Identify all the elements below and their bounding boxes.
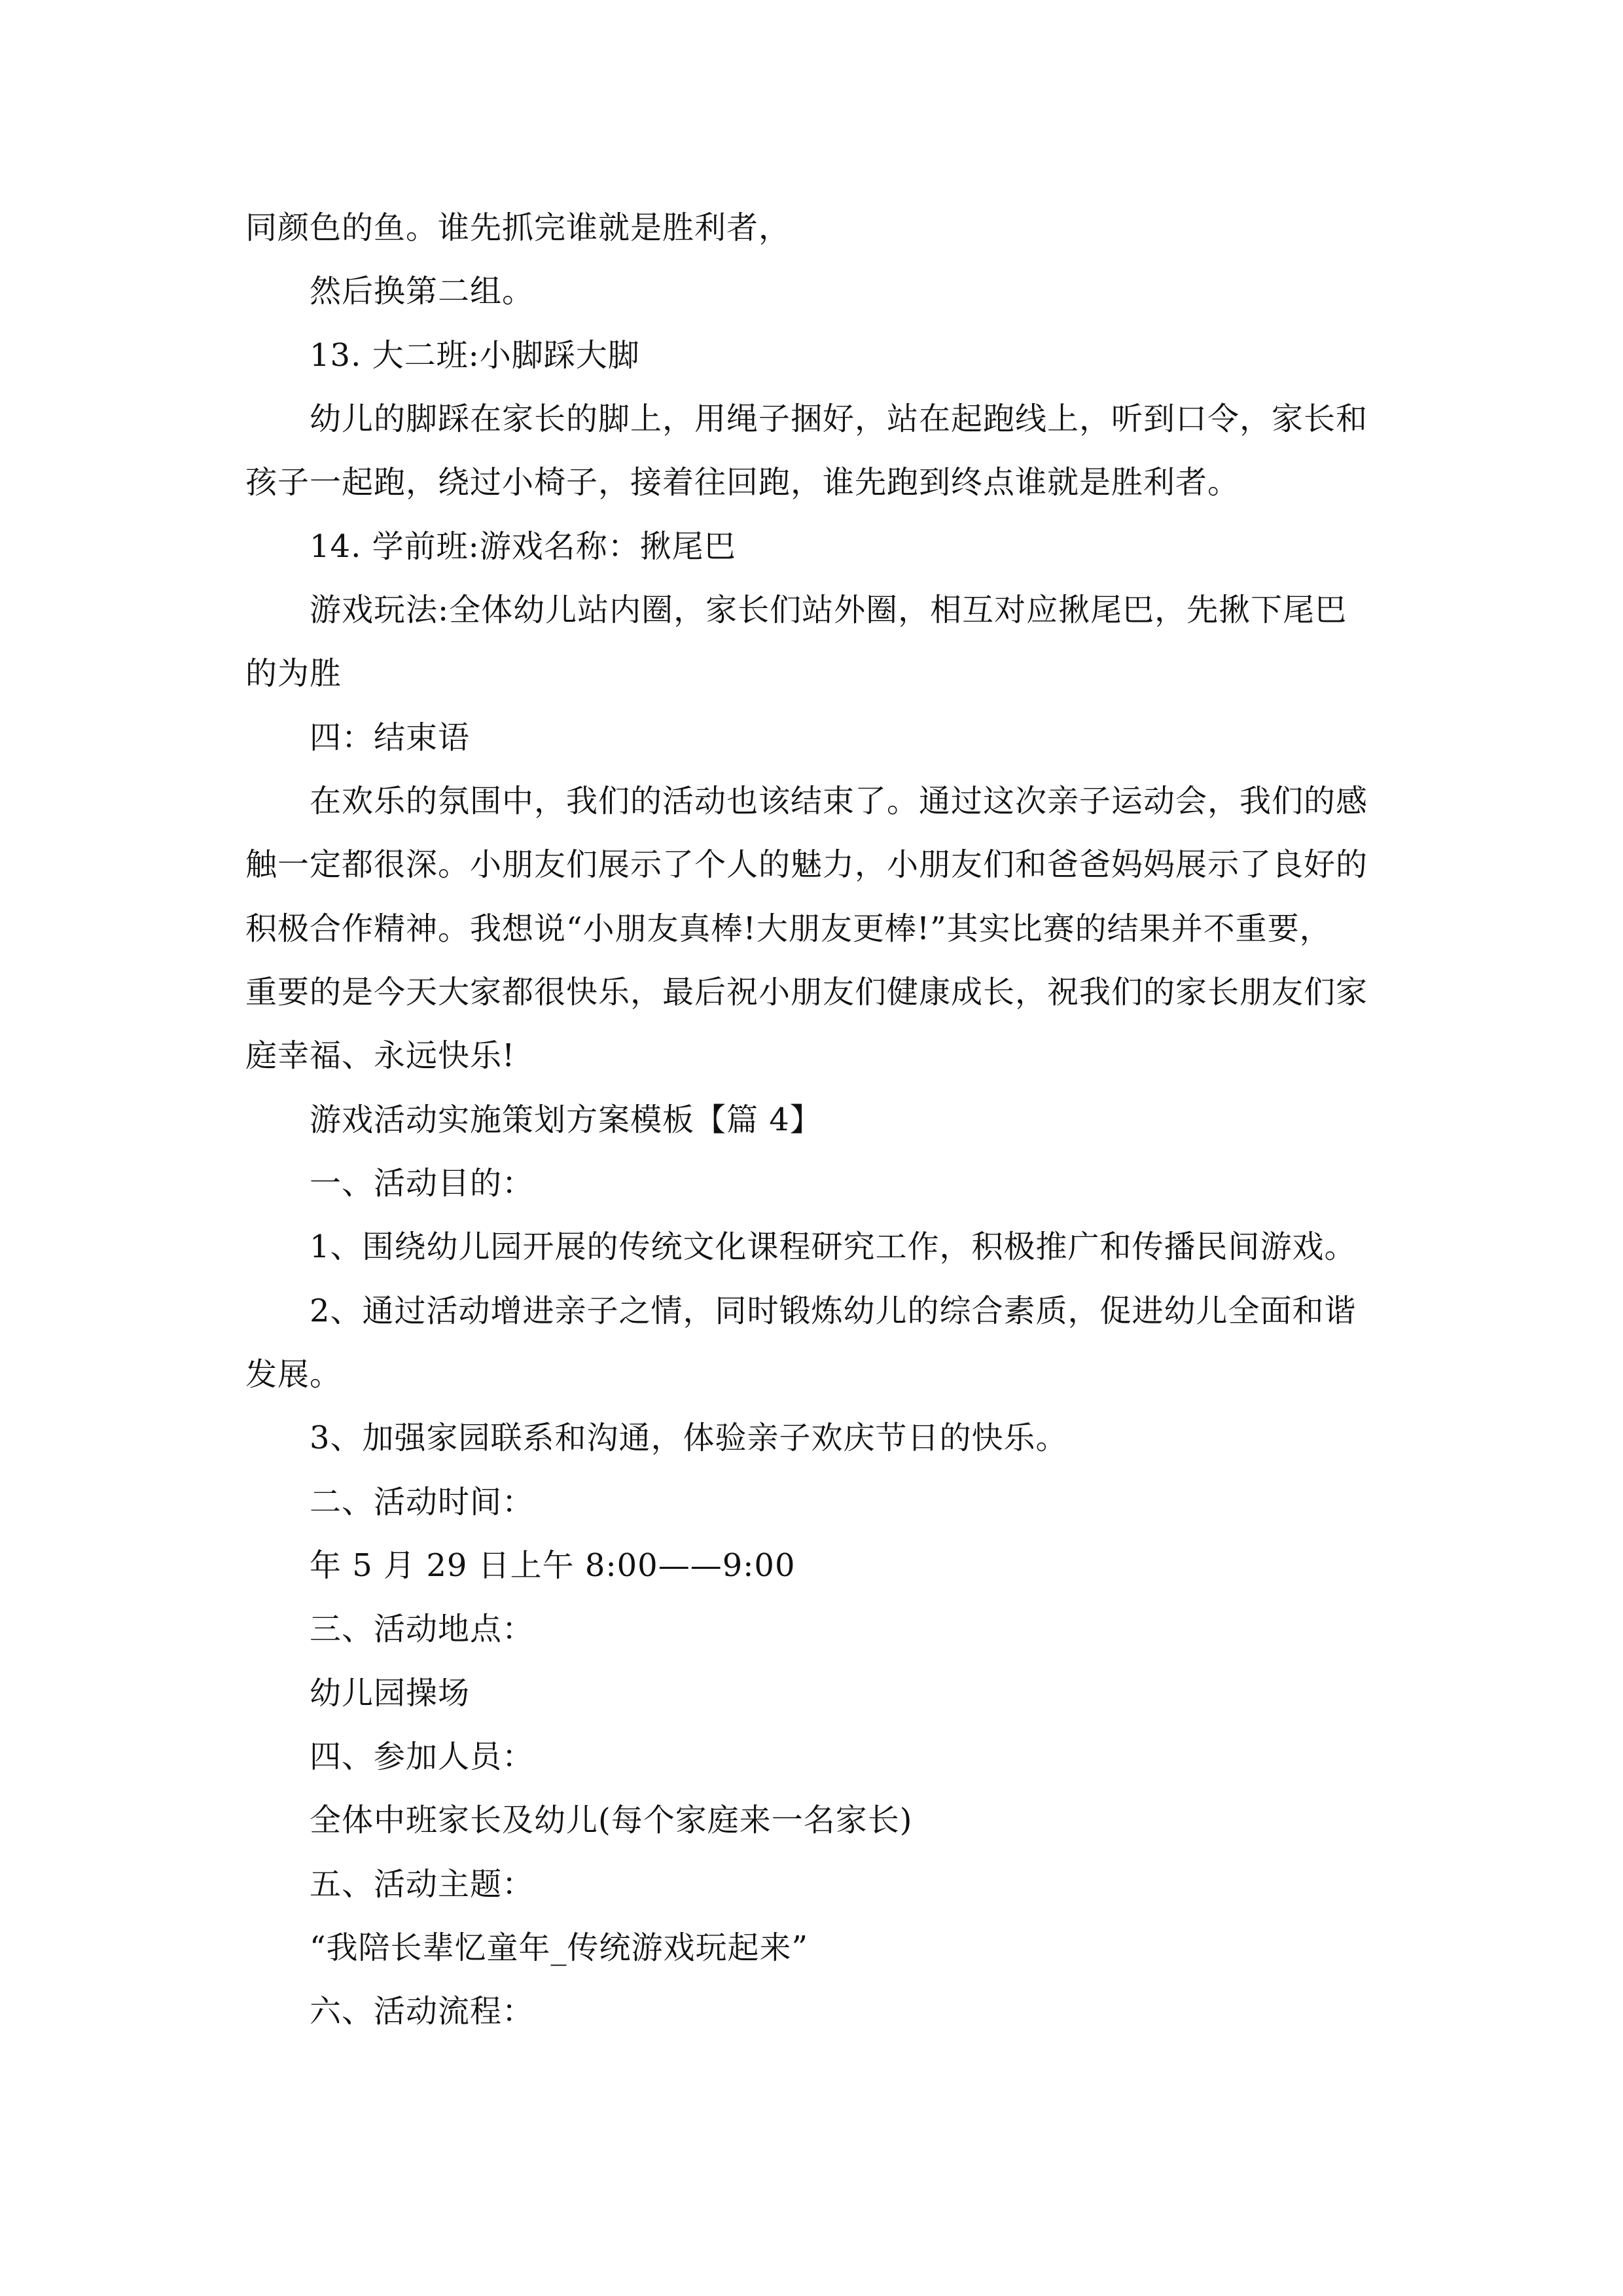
- text-line: 积极合作精神。我想说“小朋友真棒!大朋友更棒!”其实比赛的结果并不重要，: [245, 910, 1332, 947]
- section-heading: 游戏活动实施策划方案模板【篇 4】: [310, 1102, 822, 1138]
- text-line: 触一定都很深。小朋友们展示了个人的魅力，小朋友们和爸爸妈妈展示了良好的: [245, 846, 1368, 883]
- list-item: 1、围绕幼儿园开展的传统文化课程研究工作，积极推广和传播民间游戏。: [310, 1229, 1357, 1265]
- text-line: 发展。: [245, 1356, 342, 1393]
- list-item: 13. 大二班:小脚踩大脚: [310, 337, 640, 374]
- text-line: 的为胜: [245, 655, 342, 692]
- text-line: 在欢乐的氛围中，我们的活动也该结束了。通过这次亲子运动会，我们的感: [310, 783, 1368, 819]
- text-line: 年 5 月 29 日上午 8:00——9:00: [310, 1547, 796, 1584]
- text-line: 全体中班家长及幼儿(每个家庭来一名家长): [310, 1802, 913, 1839]
- section-heading: 四、参加人员：: [310, 1738, 535, 1775]
- section-heading: 三、活动地点：: [310, 1611, 535, 1647]
- text-line: 幼儿的脚踩在家长的脚上，用绳子捆好，站在起跑线上，听到口令，家长和: [310, 401, 1368, 437]
- text-line: 庭幸福、永远快乐!: [245, 1037, 516, 1074]
- text-line: 孩子一起跑，绕过小椅子，接着往回跑，谁先跑到终点谁就是胜利者。: [245, 464, 1240, 501]
- text-line: 同颜色的鱼。谁先抓完谁就是胜利者，: [245, 209, 791, 246]
- list-item: 3、加强家园联系和沟通，体验亲子欢庆节日的快乐。: [310, 1420, 1068, 1456]
- list-item: 14. 学前班:游戏名称：揪尾巴: [310, 528, 736, 565]
- text-line: 重要的是今天大家都很快乐，最后祝小朋友们健康成长，祝我们的家长朋友们家: [245, 974, 1368, 1011]
- section-heading: 四：结束语: [310, 719, 471, 756]
- text-line: 游戏玩法:全体幼儿站内圈，家长们站外圈，相互对应揪尾巴，先揪下尾巴: [310, 592, 1347, 628]
- section-heading: 一、活动目的：: [310, 1165, 535, 1202]
- text-line: 幼儿园操场: [310, 1675, 471, 1712]
- section-heading: 二、活动时间：: [310, 1484, 535, 1520]
- section-heading: 五、活动主题：: [310, 1866, 535, 1903]
- text-line: 然后换第二组。: [310, 273, 535, 310]
- list-item: 2、通过活动增进亲子之情，同时锻炼幼儿的综合素质，促进幼儿全面和谐: [310, 1293, 1357, 1329]
- section-heading: 六、活动流程：: [310, 1993, 535, 2030]
- text-line: “我陪长辈忆童年_传统游戏玩起来”: [310, 1929, 809, 1966]
